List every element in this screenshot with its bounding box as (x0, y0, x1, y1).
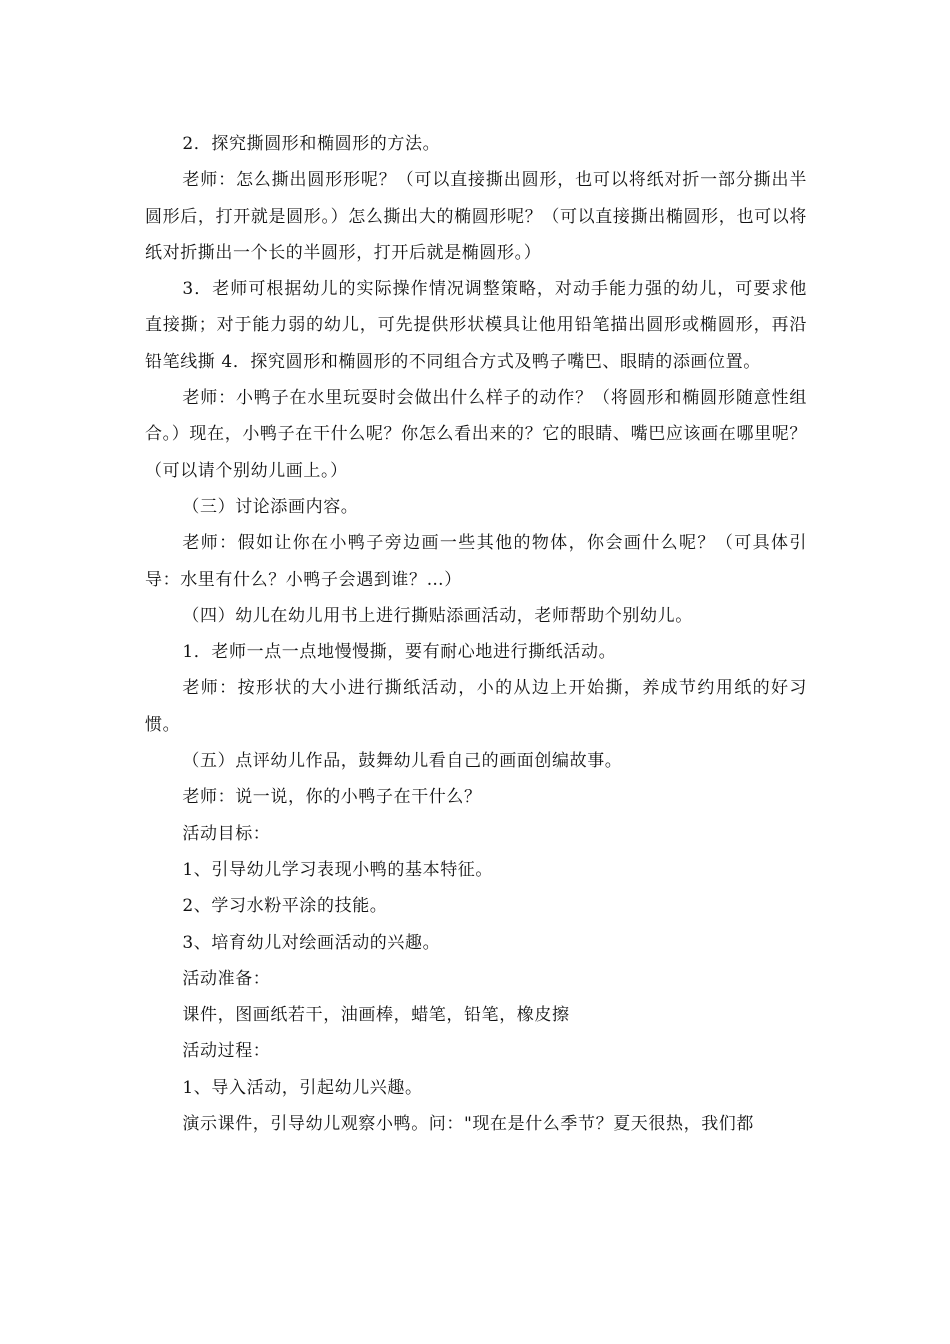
list-item: 2、学习水粉平涂的技能。 (182, 896, 388, 917)
paragraph: 老师：怎么撕出圆形形呢？（可以直接撕出圆形，也可以将纸对折一部分撕出半圆形后，打开就是圆形。）怎么撕出大的椭圆形呢？（可以直接撕出椭圆形，也可以将纸对折撕出一个长的半圆形，打开后就是椭圆形。） (145, 170, 807, 263)
paragraph: 老师：说一说，你的小鸭子在干什么？ (182, 787, 482, 808)
section-heading: 活动目标： (182, 823, 271, 844)
paragraph: 演示课件，引导幼儿观察小鸭。问："现在是什么季节？夏天很热，我们都 (182, 1114, 755, 1135)
paragraph: 2．探究撕圆形和椭圆形的方法。 (182, 134, 441, 154)
list-item: 1、引导幼儿学习表现小鸭的基本特征。 (182, 859, 494, 880)
paragraph: （五）点评幼儿作品，鼓舞幼儿看自己的画面创编故事。 (182, 751, 623, 772)
paragraph: （三）讨论添画内容。 (182, 496, 359, 517)
paragraph: 1．老师一点一点地慢慢撕，要有耐心地进行撕纸活动。 (182, 642, 617, 663)
list-item: 3、培育幼儿对绘画活动的兴趣。 (182, 932, 441, 953)
paragraph: 老师：假如让你在小鸭子旁边画一些其他的物体，你会画什么呢？（可具体引导：水里有什么？小鸭子会遇到谁？…） (145, 533, 807, 590)
document-body (145, 126, 807, 1142)
section-heading: 活动准备： (182, 968, 271, 989)
paragraph: 老师：小鸭子在水里玩耍时会做出什么样子的动作？（将圆形和椭圆形随意性组合。）现在，小鸭子在干什么呢？你怎么看出来的？它的眼睛、嘴巴应该画在哪里呢？（可以请个别幼儿画上。） (145, 388, 807, 481)
section-heading: 活动过程： (182, 1041, 271, 1062)
list-item: 1、导入活动，引起幼儿兴趣。 (182, 1077, 423, 1098)
paragraph: 3．老师可根据幼儿的实际操作情况调整策略，对动手能力强的幼儿，可要求他直接撕；对于能力弱的幼儿，可先提供形状模具让他用铅笔描出圆形或椭圆形，再沿铅笔线撕 4．探究圆形和椭圆形的不同组合方式及鸭子嘴巴、眼睛的添画位置。 (145, 279, 807, 372)
paragraph: （四）幼儿在幼儿用书上进行撕贴添画活动，老师帮助个别幼儿。 (182, 605, 693, 626)
paragraph: 老师：按形状的大小进行撕纸活动，小的从边上开始撕，养成节约用纸的好习惯。 (145, 678, 807, 735)
paragraph: 课件，图画纸若干，油画棒，蜡笔，铅笔，橡皮擦 (182, 1005, 570, 1026)
